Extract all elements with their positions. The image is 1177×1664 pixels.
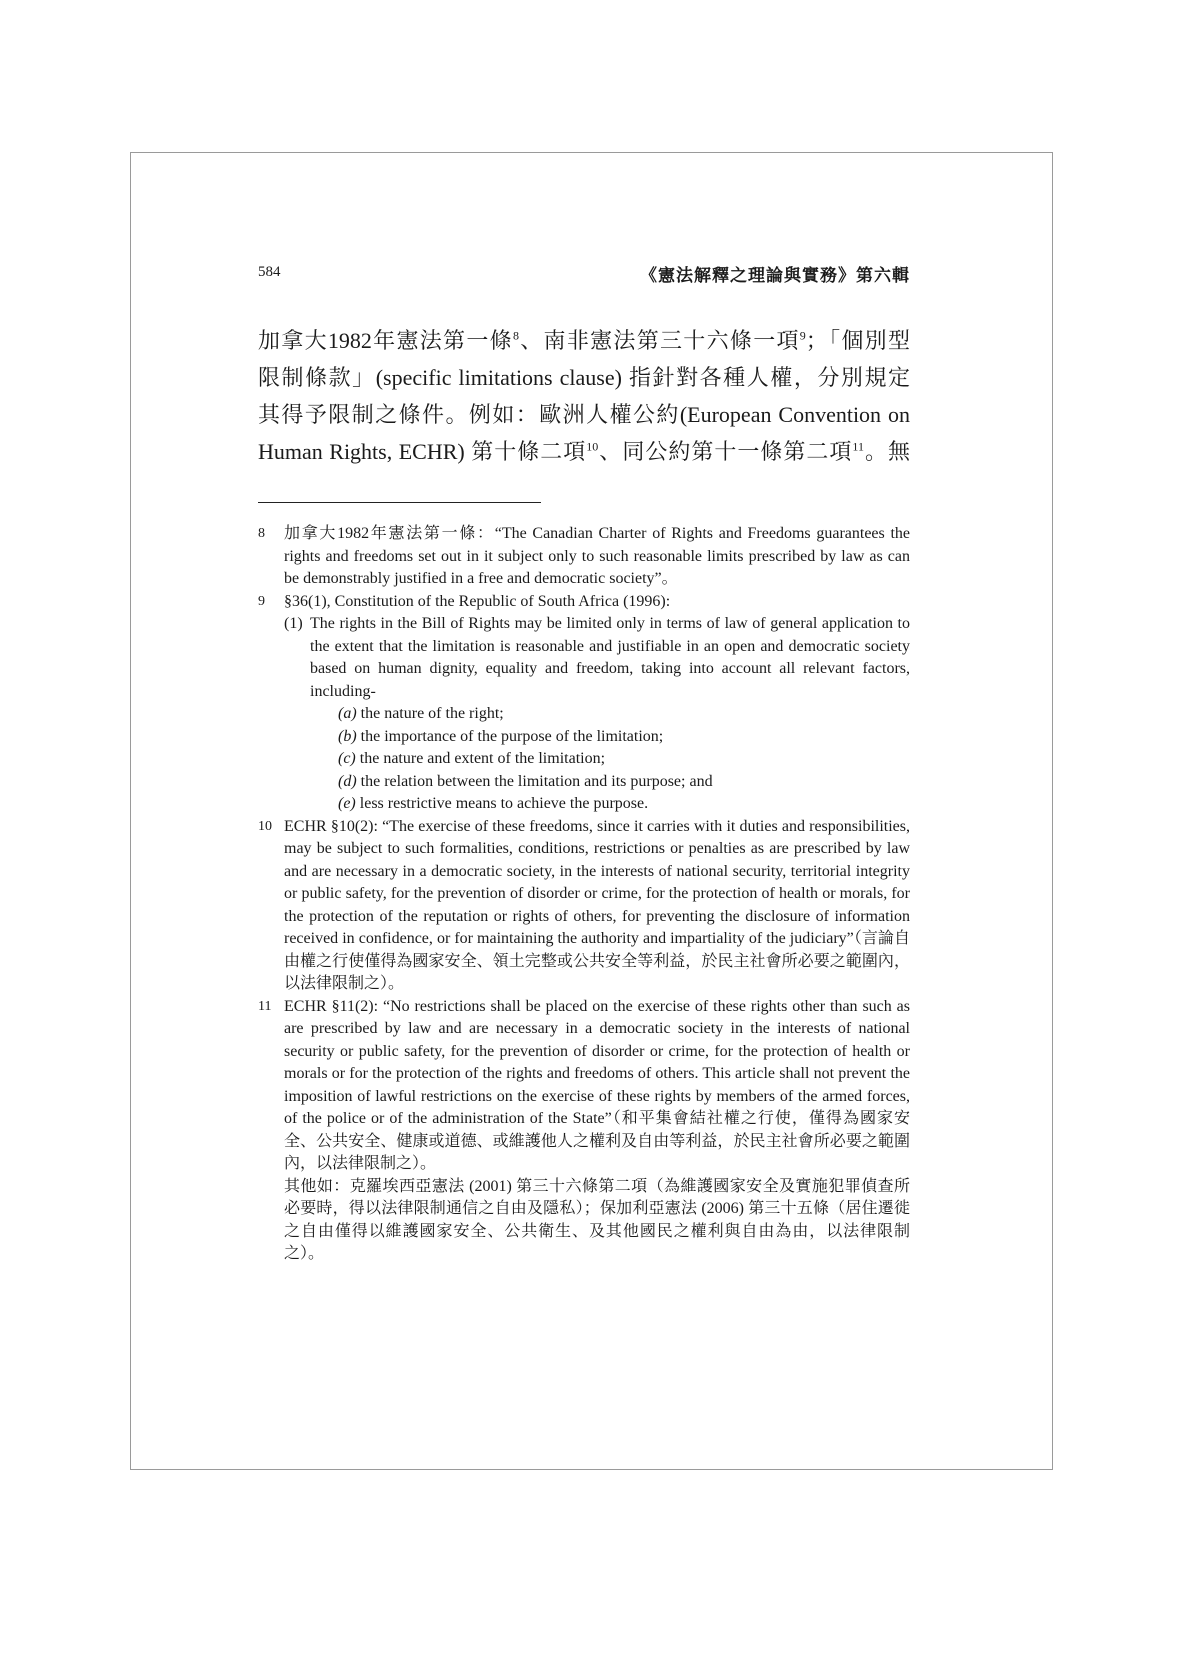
footnote-ref-11[interactable]: 11 [852, 439, 864, 454]
footnote-text: ECHR §11(2): “No restrictions shall be placed on the exercise of these rights other than such as are prescribed by law and are necessary in a democratic society in the interests of national security or public safety, for the prevention of disorder or crime, for the protection of health or morals or for the protection of the rights and freedoms of others. This article shall not prevent the imposition of lawful restrictions on the exercise of these rights by members of the armed forces, of the police or of the administration of the State”（和平集會結社權之行使，僅得為國家安全、公共安全、健康或道德、或維護他人之權利及自由等利益，於民主社會所必要之範圍內，以法律限制之）。 [284, 997, 910, 1172]
body-text-segment: Human Rights, ECHR) 第十條二項 [258, 439, 587, 464]
footnote-10 [258, 816, 910, 996]
body-line-4 [258, 433, 910, 470]
subsection-text: The rights in the Bill of Rights may be limited only in terms of law of general application to the extent that the limitation is reasonable and justifiable in an open and democratic society based on human dignity, equality and freedom, taking into account all relevant factors, including- [310, 615, 910, 700]
item-text: the relation between the limitation and its purpose; and [356, 772, 713, 790]
footnote-number: 11 [258, 998, 272, 1014]
footnote-number: 10 [258, 818, 272, 834]
subsection-number: (1) [284, 615, 303, 632]
body-text-segment: 、南非憲法第三十六條一項 [518, 328, 800, 353]
list-item [338, 771, 910, 794]
page-header [258, 258, 910, 288]
footnote-intro: §36(1), Constitution of the Republic of South Africa (1996): [284, 592, 671, 610]
page-content [258, 258, 910, 1266]
footnote-number: 9 [258, 593, 265, 609]
footnotes [258, 523, 910, 1266]
footnote-8 [258, 523, 910, 591]
item-label: (d) [338, 772, 357, 790]
subsection-items [310, 703, 910, 816]
footnote-ref-10[interactable]: 10 [586, 439, 599, 454]
list-item [338, 726, 910, 749]
footnote-ref-8[interactable]: 8 [512, 328, 519, 343]
item-label: (a) [338, 705, 357, 722]
item-text: less restrictive means to achieve the purpose. [355, 795, 649, 812]
footnote-divider [258, 502, 541, 503]
footnote-11 [258, 996, 910, 1266]
page-number: 584 [258, 264, 281, 280]
body-line-2: 限制條款」(specific limitations clause) 指針對各種人權，分別規定 [258, 365, 910, 390]
body-text-segment: 、同公約第十一條第二項 [598, 439, 853, 464]
footnote-text: ECHR §10(2): “The exercise of these freedoms, since it carries with it duties and responsibilities, may be subject to such formalities, conditions, restrictions or penalties as are prescribed by law and are necessary in a democratic society, in the interests of national security, territorial integrity or public safety, for the prevention of disorder or crime, for the protection of health or morals, for the protection of the reputation or rights of others, for preventing the disclosure of information received in confidence, or for maintaining the authority and impartiality of the judiciary”（言論自由權之行使僅得為國家安全、領土完整或公共安全等利益，於民主社會所必要之範圍內，以法律限制之）。 [284, 817, 910, 992]
body-paragraph [258, 322, 910, 470]
footnote-number: 8 [258, 526, 265, 541]
body-text-segment: 。無 [863, 439, 910, 464]
footnote-text: 加拿大1982年憲法第一條：“The Canadian Charter of Rights and Freedoms guarantees the rights and freedoms set out in it subject only to such reasonable limits prescribed by law as can be demonstrably justified in a free and democratic society”。 [284, 525, 910, 587]
list-item [338, 748, 910, 771]
running-title: 《憲法解釋之理論與實務》第六輯 [640, 266, 910, 285]
footnote-subsection [284, 613, 910, 816]
item-label: (c) [338, 750, 356, 767]
item-text: the nature and extent of the limitation; [355, 750, 606, 767]
item-label: (b) [338, 727, 357, 745]
footnote-9 [258, 591, 910, 816]
item-text: the nature of the right; [356, 705, 504, 722]
list-item [338, 793, 910, 816]
body-text-segment: ；「個別型 [805, 328, 910, 353]
body-text-segment: 加拿大1982年憲法第一條 [258, 328, 513, 353]
item-label: (e) [338, 795, 356, 812]
body-line-3: 其得予限制之條件。例如：歐洲人權公約(European Convention on [258, 402, 910, 427]
body-line-1 [258, 322, 910, 359]
item-text: the importance of the purpose of the limitation; [356, 727, 664, 745]
footnote-ref-9[interactable]: 9 [799, 328, 806, 343]
list-item [338, 703, 910, 726]
footnote-extra: 其他如：克羅埃西亞憲法 (2001) 第三十六條第二項（為維護國家安全及實施犯罪偵查所必要時，得以法律限制通信之自由及隱私）；保加利亞憲法 (2006) 第三十五條（居住遷徙之自由僅得以維護國家安全、公共衛生、及其他國民之權利與自由為由，以法律限制之）。 [284, 1177, 910, 1262]
